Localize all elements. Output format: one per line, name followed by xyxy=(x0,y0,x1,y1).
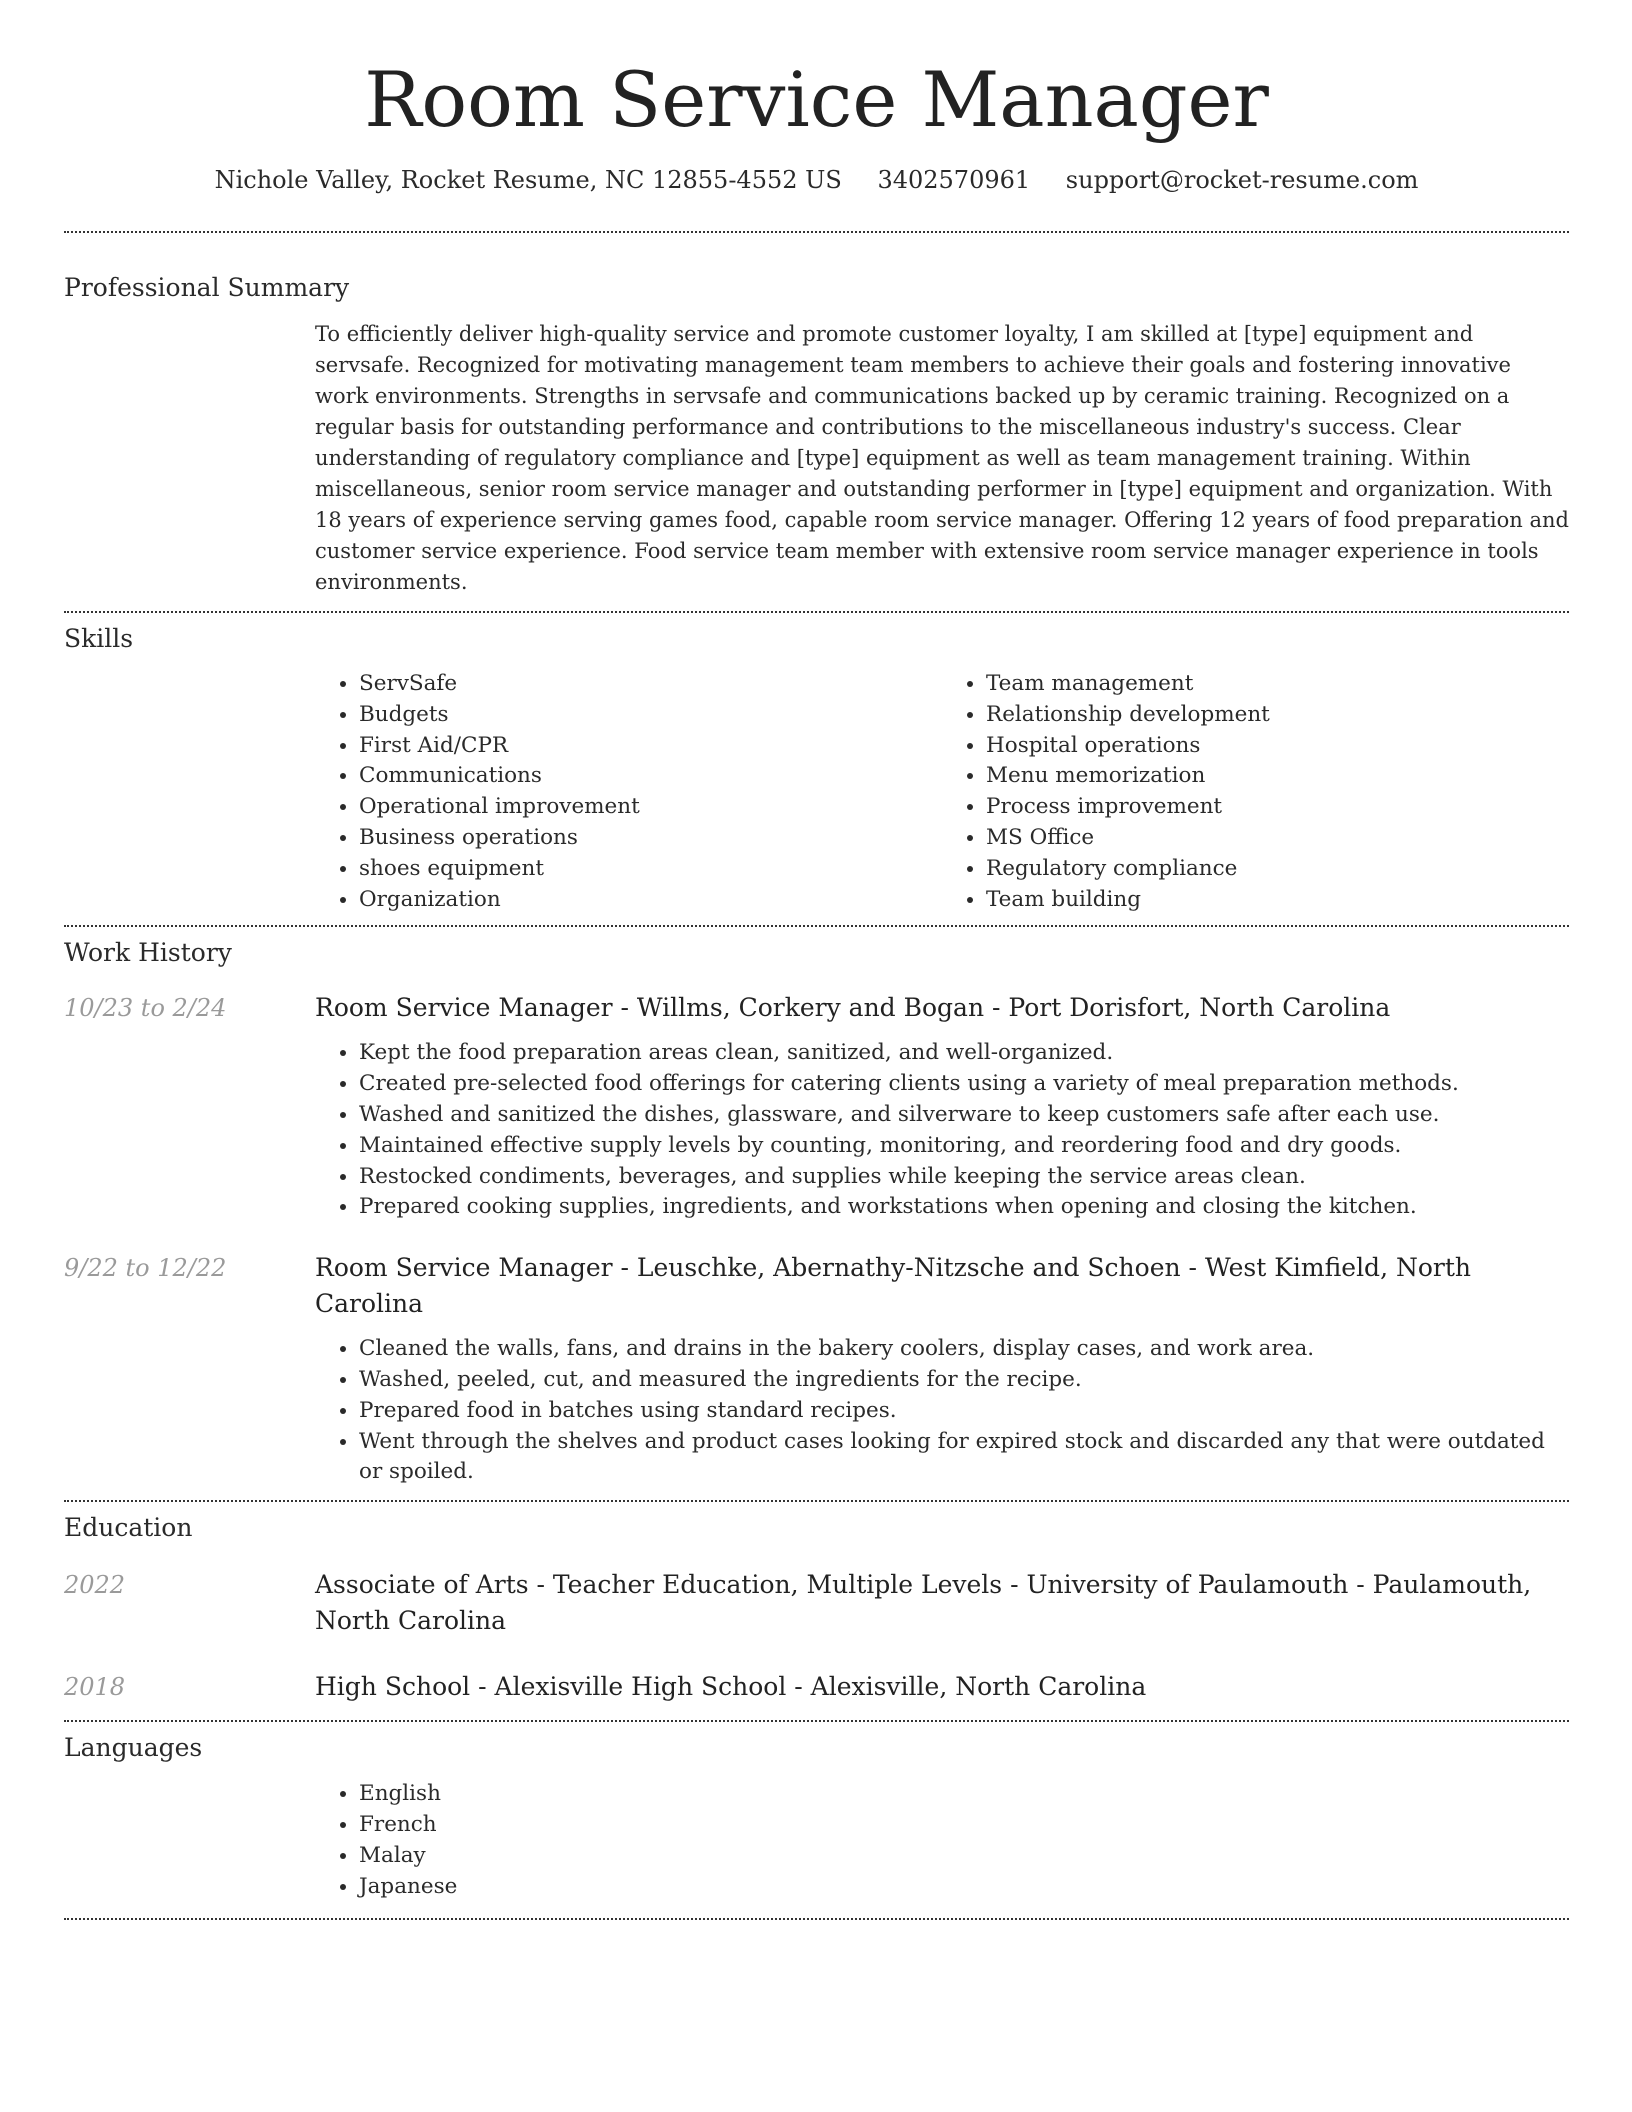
skill-item: • First Aid/CPR xyxy=(359,731,942,762)
contact-email[interactable]: support@rocket-resume.com xyxy=(1065,166,1419,194)
skills-list-right xyxy=(942,669,1569,915)
work-section xyxy=(64,927,1569,1488)
skills-section xyxy=(64,613,1569,915)
job-title: Room Service Manager - Willms, Corkery and Bogan - Port Dorisfort, North Carolina xyxy=(315,993,1391,1023)
contact-line xyxy=(64,164,1569,196)
job-entry xyxy=(64,990,1569,1223)
skill-item: • Business operations xyxy=(359,823,942,854)
skill-item: • Hospital operations xyxy=(986,731,1569,762)
divider xyxy=(64,1918,1569,1920)
skill-item: • shoes equipment xyxy=(359,854,942,885)
skill-item: • Regulatory compliance xyxy=(986,854,1569,885)
skills-list-left xyxy=(315,669,942,915)
education-title: Associate of Arts - Teacher Education, Multiple Levels - University of Paulamouth - Paulamouth, North Carolina xyxy=(315,1570,1532,1636)
education-title: High School - Alexisville High School - Alexisville, North Carolina xyxy=(315,1672,1147,1702)
job-bullet: • Kept the food preparation areas clean, sanitized, and well-organized. xyxy=(359,1038,1569,1069)
section-title-skills: Skills xyxy=(64,624,134,653)
job-entry xyxy=(64,1250,1569,1488)
section-title-languages: Languages xyxy=(64,1733,203,1763)
education-year: 2018 xyxy=(64,1673,126,1702)
skill-item: • Team building xyxy=(986,885,1569,916)
skill-item: • Relationship development xyxy=(986,700,1569,731)
language-item: • Malay xyxy=(359,1841,1569,1872)
resume-name: Room Service Manager xyxy=(364,55,1269,144)
job-bullet: • Cleaned the walls, fans, and drains in the bakery coolers, display cases, and work area. xyxy=(359,1334,1569,1365)
job-bullet: • Restocked condiments, beverages, and supplies while keeping the service areas clean. xyxy=(359,1162,1569,1193)
skill-item: • Operational improvement xyxy=(359,792,942,823)
education-section xyxy=(64,1502,1569,1705)
job-bullet: • Washed, peeled, cut, and measured the ingredients for the recipe. xyxy=(359,1365,1569,1396)
skill-item: • Organization xyxy=(359,885,942,916)
job-title: Room Service Manager - Leuschke, Abernathy-Nitzsche and Schoen - West Kimfield, North Carolina xyxy=(315,1253,1471,1319)
job-bullets xyxy=(315,1334,1569,1488)
job-bullet: • Washed and sanitized the dishes, glassware, and silverware to keep customers safe after each use. xyxy=(359,1100,1569,1131)
section-title-education: Education xyxy=(64,1513,193,1543)
language-item: • Japanese xyxy=(359,1872,1569,1903)
job-bullet: • Prepared cooking supplies, ingredients, and workstations when opening and closing the kitchen. xyxy=(359,1192,1569,1223)
section-title-summary: Professional Summary xyxy=(64,273,350,302)
job-bullet: • Prepared food in batches using standard recipes. xyxy=(359,1396,1569,1427)
skill-item: • Menu memorization xyxy=(986,761,1569,792)
contact-phone: 3402570961 xyxy=(877,166,1031,194)
language-item: • English xyxy=(359,1779,1569,1810)
skill-item: • Budgets xyxy=(359,700,942,731)
skill-item: • MS Office xyxy=(986,823,1569,854)
education-entry xyxy=(64,1669,1569,1705)
section-title-work: Work History xyxy=(64,938,232,968)
summary-section xyxy=(64,233,1569,598)
job-bullet: • Went through the shelves and product cases looking for expired stock and discarded any that were outdated or spoiled. xyxy=(359,1427,1569,1489)
job-bullets xyxy=(315,1038,1569,1223)
job-bullet: • Created pre-selected food offerings for catering clients using a variety of meal preparation methods. xyxy=(359,1069,1569,1100)
language-item: • French xyxy=(359,1810,1569,1841)
job-bullet: • Maintained effective supply levels by counting, monitoring, and reordering food and dry goods. xyxy=(359,1131,1569,1162)
skill-item: • Process improvement xyxy=(986,792,1569,823)
skill-item: • ServSafe xyxy=(359,669,942,700)
skill-item: • Communications xyxy=(359,761,942,792)
job-dates: 9/22 to 12/22 xyxy=(64,1254,227,1283)
education-entry xyxy=(64,1567,1569,1639)
contact-address: Nichole Valley, Rocket Resume, NC 12855-4552 US xyxy=(214,166,842,194)
languages-section xyxy=(64,1722,1569,1902)
languages-list xyxy=(315,1779,1569,1902)
resume-page xyxy=(64,0,1569,1920)
summary-text: To efficiently deliver high-quality service and promote customer loyalty, I am skilled at [type] equipment and servsafe. Recognized for motivating management team members to achieve their goals and fostering innovative work environments. Strengths in servsafe and communications backed up by ceramic training. Recognized on a regular basis for outstanding performance and contributions to the miscellaneous industry's success. Clear understanding of regulatory compliance and [type] equipment as well as team management training. Within miscellaneous, senior room service manager and outstanding performer in [type] equipment and organization. With 18 years of experience serving games food, capable room service manager. Offering 12 years of food preparation and customer service experience. Food service team member with extensive room service manager experience in tools environments. xyxy=(315,322,1569,594)
skill-item: • Team management xyxy=(986,669,1569,700)
job-dates: 10/23 to 2/24 xyxy=(64,994,227,1023)
education-year: 2022 xyxy=(64,1571,126,1600)
